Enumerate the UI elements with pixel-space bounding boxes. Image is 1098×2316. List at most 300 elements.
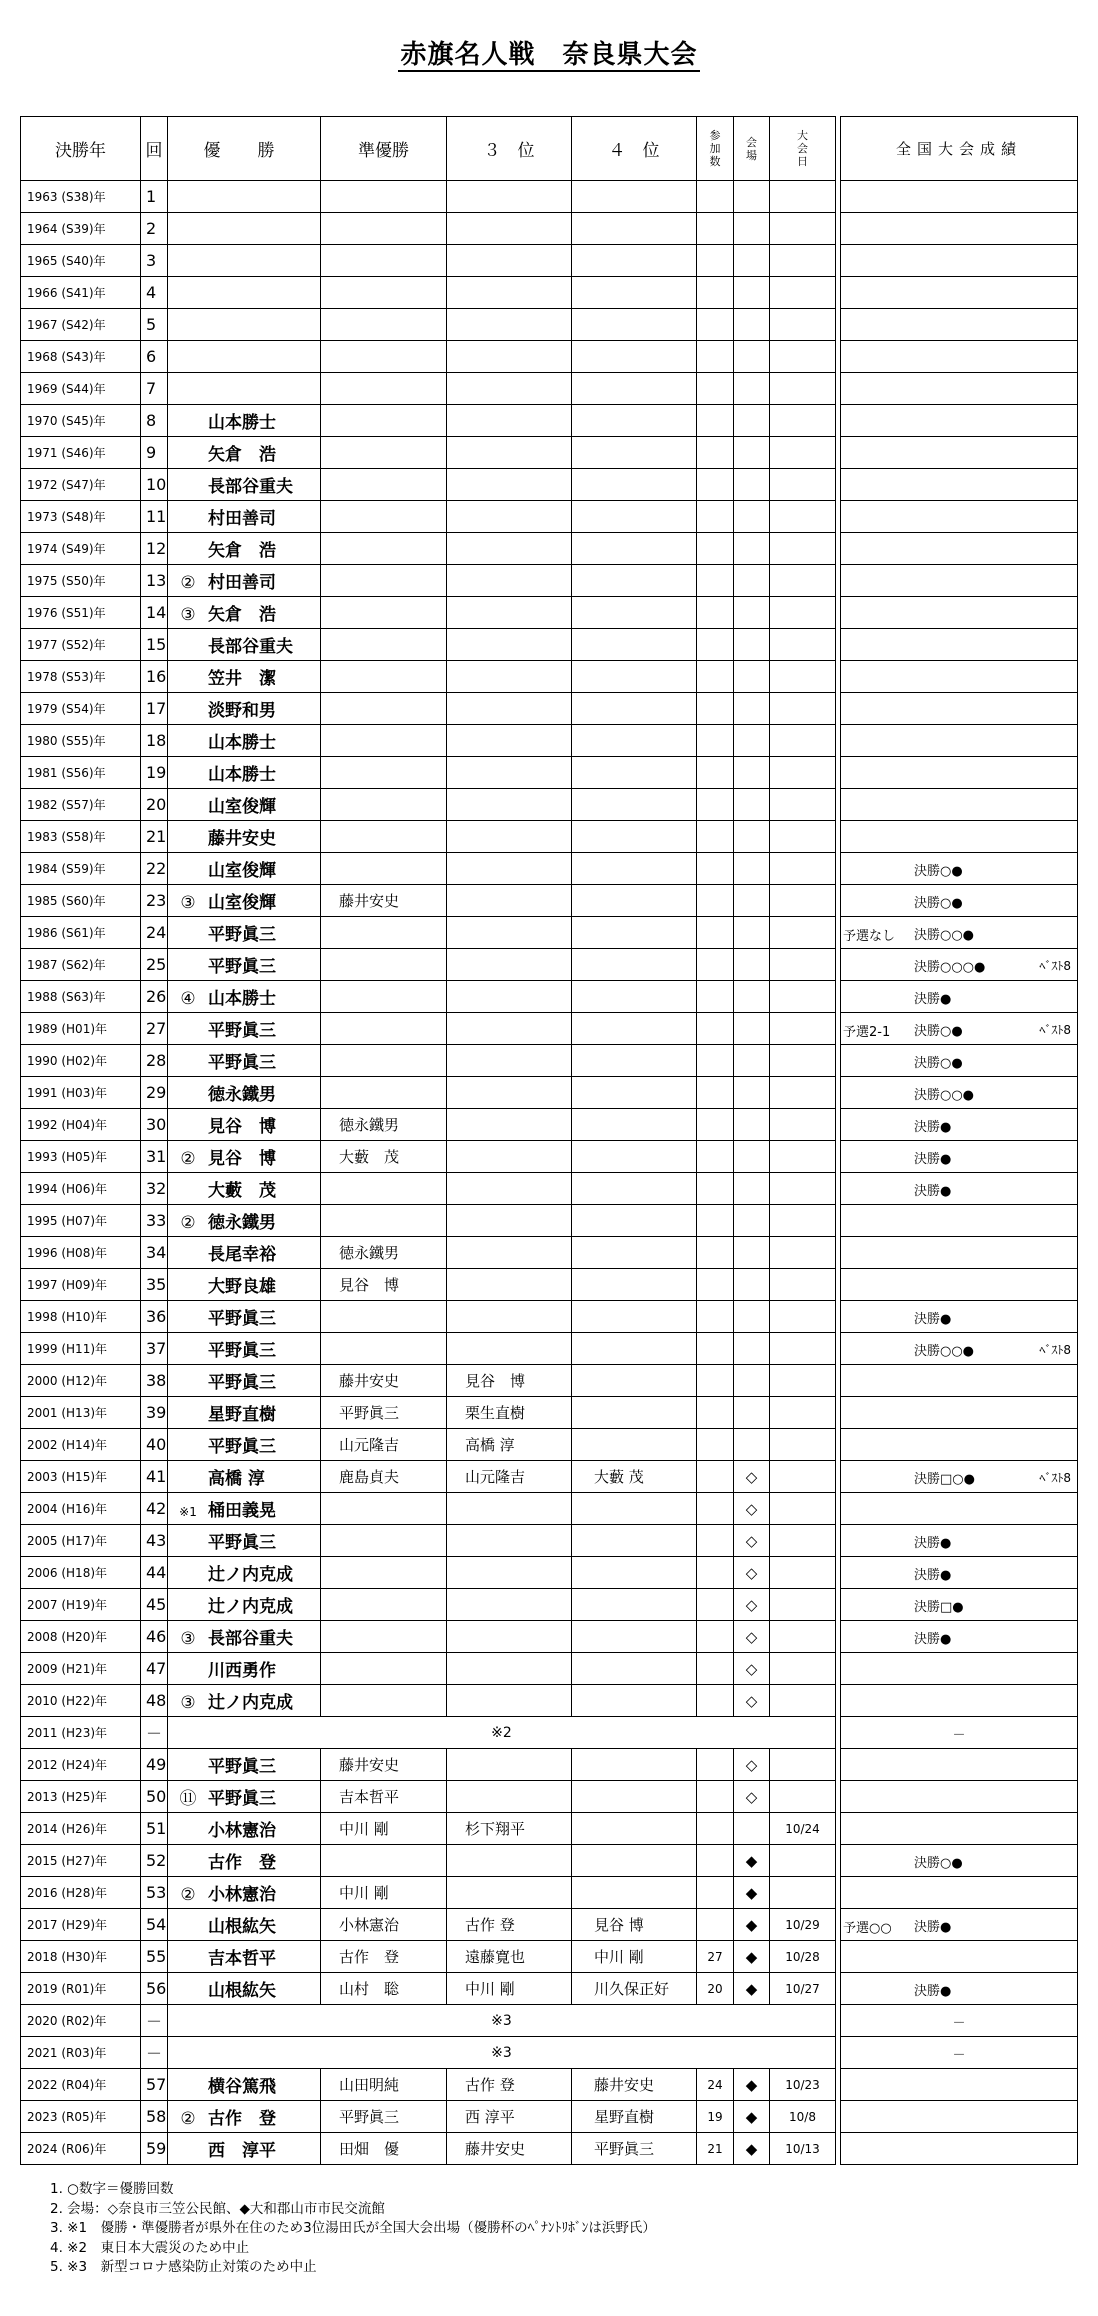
fourth-cell bbox=[572, 853, 697, 885]
table-row bbox=[21, 1045, 836, 1077]
venue-cell bbox=[734, 469, 770, 501]
national-row bbox=[841, 949, 1078, 981]
round-cell: 19 bbox=[141, 757, 168, 789]
fourth-cell bbox=[572, 1205, 697, 1237]
final-result: 決勝○● bbox=[914, 864, 963, 879]
date-cell bbox=[770, 917, 836, 949]
footnote-line: 5. ※3 新型コロナ感染防止対策のため中止 bbox=[50, 2259, 317, 2275]
third-cell bbox=[447, 1205, 572, 1237]
participants-cell bbox=[697, 821, 734, 853]
footnote-line: 4. ※2 東日本大震災のため中止 bbox=[50, 2239, 250, 2256]
participants-cell bbox=[697, 1589, 734, 1621]
year-cell: 2024 (R06)年 bbox=[21, 2133, 141, 2165]
venue-cell bbox=[734, 1365, 770, 1397]
winner-name: 平野眞三 bbox=[208, 1341, 276, 1361]
participants-cell bbox=[697, 1621, 734, 1653]
final-result: 決勝● bbox=[914, 1632, 952, 1647]
date-cell bbox=[770, 565, 836, 597]
date-cell: 10/13 bbox=[770, 2133, 836, 2165]
third-cell bbox=[447, 1301, 572, 1333]
winner-name: 平野眞三 bbox=[208, 1789, 276, 1809]
year-cell: 2023 (R05)年 bbox=[21, 2101, 141, 2133]
date-cell bbox=[770, 1077, 836, 1109]
header-round: 回 bbox=[141, 117, 168, 181]
national-row bbox=[841, 1397, 1078, 1429]
table-row bbox=[21, 725, 836, 757]
year-cell: 1977 (S52)年 bbox=[21, 629, 141, 661]
date-cell bbox=[770, 341, 836, 373]
national-result-cell bbox=[841, 597, 1078, 629]
winner-cell bbox=[168, 1909, 321, 1941]
winner-name: 平野眞三 bbox=[208, 957, 276, 977]
winner-name: 吉本哲平 bbox=[208, 1949, 276, 1969]
venue-cell bbox=[734, 661, 770, 693]
year-cell: 2006 (H18)年 bbox=[21, 1557, 141, 1589]
participants-cell bbox=[697, 1525, 734, 1557]
round-cell: 58 bbox=[141, 2101, 168, 2133]
national-row bbox=[841, 341, 1078, 373]
fourth-cell bbox=[572, 821, 697, 853]
fourth-cell bbox=[572, 437, 697, 469]
runner-up-cell: 中川 剛 bbox=[321, 1813, 447, 1845]
date-cell bbox=[770, 597, 836, 629]
national-row bbox=[841, 1653, 1078, 1685]
year-cell: 1966 (S41)年 bbox=[21, 277, 141, 309]
qualifier-result: 予選○○ bbox=[843, 1921, 892, 1936]
date-cell bbox=[770, 1333, 836, 1365]
table-row bbox=[21, 1813, 836, 1845]
winner-cell bbox=[168, 1429, 321, 1461]
fourth-cell bbox=[572, 1397, 697, 1429]
third-cell bbox=[447, 1493, 572, 1525]
fourth-cell: 大藪 茂 bbox=[572, 1461, 697, 1493]
runner-up-cell bbox=[321, 565, 447, 597]
venue-cell: ◇ bbox=[734, 1749, 770, 1781]
national-result-cell bbox=[841, 341, 1078, 373]
winner-cell bbox=[168, 341, 321, 373]
venue-cell bbox=[734, 1237, 770, 1269]
year-cell: 2004 (H16)年 bbox=[21, 1493, 141, 1525]
venue-cell bbox=[734, 853, 770, 885]
national-result-cell bbox=[841, 2133, 1078, 2165]
year-cell: 1976 (S51)年 bbox=[21, 597, 141, 629]
round-cell: 13 bbox=[141, 565, 168, 597]
venue-cell bbox=[734, 501, 770, 533]
win-count-mark: ② bbox=[180, 2109, 196, 2129]
third-cell bbox=[447, 1333, 572, 1365]
year-cell: 1985 (S60)年 bbox=[21, 885, 141, 917]
fourth-cell bbox=[572, 1269, 697, 1301]
win-count-mark: ② bbox=[180, 1213, 196, 1233]
national-result-cell bbox=[841, 437, 1078, 469]
round-cell: 53 bbox=[141, 1877, 168, 1909]
table-row bbox=[21, 245, 836, 277]
national-result-cell bbox=[841, 2101, 1078, 2133]
runner-up-cell bbox=[321, 501, 447, 533]
round-cell: 18 bbox=[141, 725, 168, 757]
third-cell bbox=[447, 821, 572, 853]
qualifier-result: 予選なし bbox=[843, 929, 896, 944]
national-row bbox=[841, 1685, 1078, 1717]
winner-name: 長尾幸裕 bbox=[208, 1245, 276, 1265]
national-result-cell bbox=[841, 1269, 1078, 1301]
year-cell: 2009 (H21)年 bbox=[21, 1653, 141, 1685]
round-cell: 15 bbox=[141, 629, 168, 661]
runner-up-cell bbox=[321, 917, 447, 949]
third-cell bbox=[447, 1045, 572, 1077]
date-cell bbox=[770, 1141, 836, 1173]
third-cell bbox=[447, 1525, 572, 1557]
winner-cell bbox=[168, 1365, 321, 1397]
runner-up-cell: 吉本哲平 bbox=[321, 1781, 447, 1813]
national-result-cell bbox=[841, 2069, 1078, 2101]
winner-cell bbox=[168, 1109, 321, 1141]
fourth-cell bbox=[572, 1685, 697, 1717]
national-row bbox=[841, 1301, 1078, 1333]
participants-cell: 27 bbox=[697, 1941, 734, 1973]
participants-cell bbox=[697, 213, 734, 245]
national-row bbox=[841, 2037, 1078, 2069]
fourth-cell bbox=[572, 1013, 697, 1045]
winner-name: 平野眞三 bbox=[208, 1757, 276, 1777]
round-cell: 30 bbox=[141, 1109, 168, 1141]
national-row bbox=[841, 981, 1078, 1013]
date-cell: 10/8 bbox=[770, 2101, 836, 2133]
winner-name: 平野眞三 bbox=[208, 925, 276, 945]
round-cell: 23 bbox=[141, 885, 168, 917]
venue-cell bbox=[734, 885, 770, 917]
round-cell: 5 bbox=[141, 309, 168, 341]
national-result-cell bbox=[841, 1397, 1078, 1429]
national-result-dash: － bbox=[952, 1728, 966, 1743]
winner-cell bbox=[168, 1621, 321, 1653]
round-cell: 38 bbox=[141, 1365, 168, 1397]
date-cell bbox=[770, 1845, 836, 1877]
national-result-cell bbox=[841, 1621, 1078, 1653]
fourth-cell bbox=[572, 213, 697, 245]
winner-cell bbox=[168, 1397, 321, 1429]
fourth-cell bbox=[572, 693, 697, 725]
national-result-cell bbox=[841, 1237, 1078, 1269]
date-cell bbox=[770, 1653, 836, 1685]
fourth-cell bbox=[572, 405, 697, 437]
runner-up-cell bbox=[321, 597, 447, 629]
winner-cell bbox=[168, 565, 321, 597]
winner-name: 大藪 茂 bbox=[208, 1181, 276, 1201]
fourth-cell bbox=[572, 373, 697, 405]
year-cell: 1968 (S43)年 bbox=[21, 341, 141, 373]
venue-cell bbox=[734, 917, 770, 949]
round-cell: 51 bbox=[141, 1813, 168, 1845]
table-row bbox=[21, 277, 836, 309]
win-count-mark: ③ bbox=[180, 1629, 196, 1649]
header-participants: 参 加 数 bbox=[697, 117, 734, 181]
venue-cell bbox=[734, 1013, 770, 1045]
year-cell: 1981 (S56)年 bbox=[21, 757, 141, 789]
venue-cell bbox=[734, 533, 770, 565]
national-header-row bbox=[841, 117, 1078, 181]
year-cell: 1993 (H05)年 bbox=[21, 1141, 141, 1173]
participants-cell bbox=[697, 693, 734, 725]
national-row bbox=[841, 1429, 1078, 1461]
winner-name: 川西勇作 bbox=[208, 1661, 276, 1681]
round-cell: 12 bbox=[141, 533, 168, 565]
win-count-mark: ② bbox=[180, 1885, 196, 1905]
fourth-cell bbox=[572, 1813, 697, 1845]
header-national: 全国大会成績 bbox=[841, 117, 1078, 181]
table-row bbox=[21, 437, 836, 469]
fourth-cell bbox=[572, 1109, 697, 1141]
third-cell bbox=[447, 917, 572, 949]
win-count-mark: ② bbox=[180, 1149, 196, 1169]
winner-cell bbox=[168, 789, 321, 821]
round-cell: 49 bbox=[141, 1749, 168, 1781]
fourth-cell bbox=[572, 981, 697, 1013]
round-cell: 36 bbox=[141, 1301, 168, 1333]
participants-cell bbox=[697, 469, 734, 501]
winner-name: 見谷 博 bbox=[208, 1117, 276, 1137]
winner-cell bbox=[168, 725, 321, 757]
third-cell bbox=[447, 1077, 572, 1109]
participants-cell bbox=[697, 245, 734, 277]
national-row bbox=[841, 1461, 1078, 1493]
table-row bbox=[21, 1557, 836, 1589]
fourth-cell bbox=[572, 1749, 697, 1781]
fourth-cell bbox=[572, 501, 697, 533]
runner-up-cell bbox=[321, 373, 447, 405]
third-cell bbox=[447, 661, 572, 693]
year-cell: 2017 (H29)年 bbox=[21, 1909, 141, 1941]
winner-name: 矢倉 浩 bbox=[208, 605, 276, 625]
final-result: 決勝● bbox=[914, 1536, 952, 1551]
table-row bbox=[21, 501, 836, 533]
national-result-cell bbox=[841, 1365, 1078, 1397]
year-cell: 2014 (H26)年 bbox=[21, 1813, 141, 1845]
national-result-cell bbox=[841, 405, 1078, 437]
runner-up-cell: 平野眞三 bbox=[321, 1397, 447, 1429]
year-cell: 2012 (H24)年 bbox=[21, 1749, 141, 1781]
third-cell bbox=[447, 1621, 572, 1653]
runner-up-cell bbox=[321, 1301, 447, 1333]
venue-cell bbox=[734, 725, 770, 757]
date-cell bbox=[770, 469, 836, 501]
runner-up-cell: 大藪 茂 bbox=[321, 1141, 447, 1173]
venue-cell: ◇ bbox=[734, 1685, 770, 1717]
national-row bbox=[841, 1333, 1078, 1365]
winner-cell bbox=[168, 853, 321, 885]
runner-up-cell bbox=[321, 1589, 447, 1621]
year-cell: 1989 (H01)年 bbox=[21, 1013, 141, 1045]
winner-name: 長部谷重夫 bbox=[208, 1629, 293, 1649]
date-cell bbox=[770, 629, 836, 661]
winner-cell bbox=[168, 1589, 321, 1621]
date-cell bbox=[770, 1045, 836, 1077]
table-row bbox=[21, 1621, 836, 1653]
national-result-cell bbox=[841, 1589, 1078, 1621]
runner-up-cell bbox=[321, 821, 447, 853]
runner-up-cell bbox=[321, 1013, 447, 1045]
participants-cell bbox=[697, 1813, 734, 1845]
national-row bbox=[841, 629, 1078, 661]
table-row bbox=[21, 981, 836, 1013]
winner-cell bbox=[168, 1845, 321, 1877]
venue-cell: ◇ bbox=[734, 1493, 770, 1525]
year-cell: 1971 (S46)年 bbox=[21, 437, 141, 469]
venue-cell bbox=[734, 1301, 770, 1333]
date-cell bbox=[770, 1685, 836, 1717]
year-cell: 1963 (S38)年 bbox=[21, 181, 141, 213]
year-cell: 2016 (H28)年 bbox=[21, 1877, 141, 1909]
national-row bbox=[841, 1973, 1078, 2005]
winner-name: 山室俊輝 bbox=[208, 797, 276, 817]
third-cell bbox=[447, 1653, 572, 1685]
date-cell bbox=[770, 1525, 836, 1557]
participants-cell bbox=[697, 917, 734, 949]
venue-cell: ◆ bbox=[734, 1973, 770, 2005]
venue-cell: ◆ bbox=[734, 2069, 770, 2101]
venue-cell bbox=[734, 437, 770, 469]
runner-up-cell bbox=[321, 981, 447, 1013]
results-table bbox=[20, 116, 836, 2165]
date-cell bbox=[770, 1301, 836, 1333]
national-result-cell bbox=[841, 501, 1078, 533]
fourth-cell bbox=[572, 1845, 697, 1877]
year-cell: 2021 (R03)年 bbox=[21, 2037, 141, 2069]
winner-cell bbox=[168, 1973, 321, 2005]
header-year: 決勝年 bbox=[21, 117, 141, 181]
winner-name: 長部谷重夫 bbox=[208, 477, 293, 497]
national-result-cell bbox=[841, 1109, 1078, 1141]
round-cell: 41 bbox=[141, 1461, 168, 1493]
winner-name: 山本勝士 bbox=[208, 765, 276, 785]
round-cell: 6 bbox=[141, 341, 168, 373]
cancelled-note-cell: ※2 bbox=[168, 1717, 836, 1749]
national-result-cell bbox=[841, 1845, 1078, 1877]
participants-cell bbox=[697, 437, 734, 469]
participants-cell bbox=[697, 1749, 734, 1781]
round-cell: － bbox=[141, 1717, 168, 1749]
fourth-cell bbox=[572, 1589, 697, 1621]
winner-name: 平野眞三 bbox=[208, 1437, 276, 1457]
runner-up-cell: 山田明純 bbox=[321, 2069, 447, 2101]
round-cell: 39 bbox=[141, 1397, 168, 1429]
winner-name: 平野眞三 bbox=[208, 1533, 276, 1553]
third-cell bbox=[447, 1013, 572, 1045]
venue-cell bbox=[734, 1173, 770, 1205]
final-result: 決勝○● bbox=[914, 1856, 963, 1871]
participants-cell bbox=[697, 981, 734, 1013]
final-result: 決勝● bbox=[914, 1920, 952, 1935]
national-result-cell bbox=[841, 1781, 1078, 1813]
national-result-cell bbox=[841, 309, 1078, 341]
runner-up-cell: 田畑 優 bbox=[321, 2133, 447, 2165]
venue-cell bbox=[734, 821, 770, 853]
national-row bbox=[841, 789, 1078, 821]
round-cell: 9 bbox=[141, 437, 168, 469]
third-cell bbox=[447, 949, 572, 981]
third-cell bbox=[447, 405, 572, 437]
national-row bbox=[841, 1205, 1078, 1237]
winner-cell bbox=[168, 2133, 321, 2165]
national-row bbox=[841, 1269, 1078, 1301]
table-row bbox=[21, 1877, 836, 1909]
runner-up-cell bbox=[321, 309, 447, 341]
national-row bbox=[841, 2005, 1078, 2037]
national-row bbox=[841, 1141, 1078, 1173]
year-cell: 1978 (S53)年 bbox=[21, 661, 141, 693]
winner-name: 徳永鐵男 bbox=[208, 1213, 276, 1233]
table-row bbox=[21, 1461, 836, 1493]
runner-up-cell bbox=[321, 213, 447, 245]
third-cell: 古作 登 bbox=[447, 2069, 572, 2101]
participants-cell bbox=[697, 1909, 734, 1941]
third-cell bbox=[447, 725, 572, 757]
national-result-cell bbox=[841, 1877, 1078, 1909]
round-cell: 4 bbox=[141, 277, 168, 309]
national-result-cell bbox=[841, 661, 1078, 693]
fourth-cell bbox=[572, 661, 697, 693]
round-cell: 43 bbox=[141, 1525, 168, 1557]
table-row bbox=[21, 1077, 836, 1109]
national-result-cell bbox=[841, 565, 1078, 597]
win-count-mark: ③ bbox=[180, 893, 196, 913]
third-cell bbox=[447, 437, 572, 469]
third-cell bbox=[447, 501, 572, 533]
final-result: 決勝● bbox=[914, 1984, 952, 1999]
round-cell: 56 bbox=[141, 1973, 168, 2005]
round-cell: 11 bbox=[141, 501, 168, 533]
table-row bbox=[21, 629, 836, 661]
third-cell bbox=[447, 533, 572, 565]
national-result-cell bbox=[841, 1941, 1078, 1973]
runner-up-cell: 藤井安史 bbox=[321, 885, 447, 917]
winner-cell bbox=[168, 501, 321, 533]
final-result: 決勝● bbox=[914, 1120, 952, 1135]
year-cell: 1988 (S63)年 bbox=[21, 981, 141, 1013]
table-row bbox=[21, 1717, 836, 1749]
footnotes bbox=[50, 2180, 656, 2278]
year-cell: 1970 (S45)年 bbox=[21, 405, 141, 437]
fourth-cell: 星野直樹 bbox=[572, 2101, 697, 2133]
runner-up-cell: 古作 登 bbox=[321, 1941, 447, 1973]
national-row bbox=[841, 1845, 1078, 1877]
winner-name: 小林憲治 bbox=[208, 1885, 276, 1905]
fourth-cell bbox=[572, 1365, 697, 1397]
third-cell: 遠藤寛也 bbox=[447, 1941, 572, 1973]
participants-cell bbox=[697, 309, 734, 341]
third-cell bbox=[447, 1109, 572, 1141]
year-cell: 1967 (S42)年 bbox=[21, 309, 141, 341]
date-cell bbox=[770, 789, 836, 821]
national-row bbox=[841, 1589, 1078, 1621]
fourth-cell bbox=[572, 469, 697, 501]
fourth-cell bbox=[572, 1429, 697, 1461]
third-cell: 中川 剛 bbox=[447, 1973, 572, 2005]
fourth-cell bbox=[572, 917, 697, 949]
winner-name: 山根紘矢 bbox=[208, 1981, 276, 2001]
date-cell bbox=[770, 821, 836, 853]
participants-cell: 20 bbox=[697, 1973, 734, 2005]
year-cell: 1992 (H04)年 bbox=[21, 1109, 141, 1141]
winner-name: 矢倉 浩 bbox=[208, 445, 276, 465]
venue-cell bbox=[734, 693, 770, 725]
best-result: ﾍﾞｽﾄ8 bbox=[1039, 1343, 1071, 1357]
runner-up-cell bbox=[321, 757, 447, 789]
win-count-mark: ③ bbox=[180, 605, 196, 625]
final-result: 決勝□● bbox=[914, 1600, 964, 1615]
national-result-cell bbox=[841, 693, 1078, 725]
table-row bbox=[21, 1781, 836, 1813]
